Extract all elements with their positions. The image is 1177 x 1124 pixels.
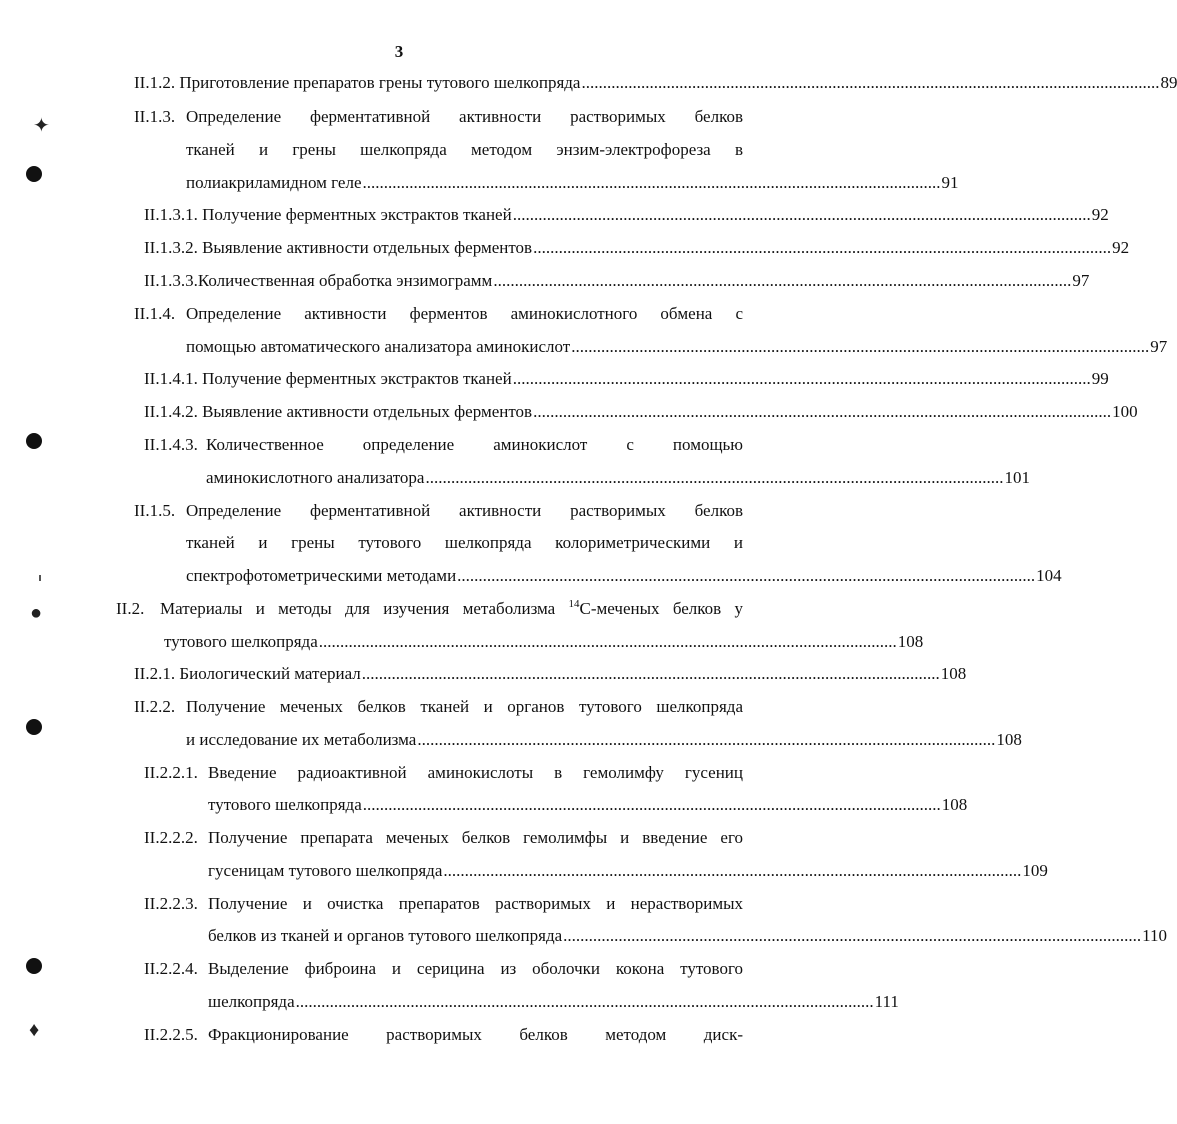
entry-number: II.1.4.2.	[144, 402, 198, 421]
ink-blot: ●	[30, 602, 43, 624]
entry-number: II.1.4.	[134, 304, 176, 323]
entry-page: 108	[940, 664, 967, 683]
entry-title: Выявление активности отдельных ферментов	[202, 402, 533, 421]
entry-number: II.2.1.	[134, 664, 176, 683]
toc-entry[interactable]	[134, 664, 967, 684]
entry-page: 101	[1004, 468, 1030, 487]
entry-title-line: и исследование их метаболизма	[186, 730, 417, 749]
entry-number: II.2.2.3.	[144, 894, 198, 913]
toc-entry[interactable]	[186, 566, 1062, 586]
entry-page: 89	[1160, 73, 1177, 92]
entry-title-line: аминокислотного анализатора	[206, 468, 425, 487]
dot-leader: ........................................................................................................................................	[533, 402, 1112, 421]
entry-title-line[interactable]: тканей и грены тутового шелкопряда колориметрическими и	[186, 533, 743, 552]
toc-entry[interactable]	[208, 992, 899, 1012]
entry-page: 108	[897, 632, 924, 651]
entry-title-line[interactable]: Фракционирование растворимых белков методом диск-	[208, 1025, 743, 1044]
dot-leader: ........................................................................................................................................	[512, 205, 1091, 224]
entry-title-line: тутового шелкопряда	[164, 632, 318, 651]
entry-title-line: спектрофотометрическими методами	[186, 566, 457, 585]
entry-number: II.2.	[116, 599, 145, 618]
toc-entry[interactable]	[144, 205, 1109, 225]
entry-number: II.2.2.5.	[144, 1025, 198, 1044]
toc-entry[interactable]	[186, 730, 1022, 750]
dot-leader: ........................................................................................................................................	[493, 271, 1072, 290]
ink-blot: ✦	[33, 115, 50, 137]
entry-title-line[interactable]: Получение и очистка препаратов растворимых и нерастворимых	[208, 894, 743, 913]
entry-page: 99	[1091, 369, 1109, 388]
dot-leader: ........................................................................................................................................	[362, 173, 941, 192]
entry-title: Количественная обработка энзимограмм	[197, 271, 493, 290]
entry-number: II.1.3.1.	[144, 205, 198, 224]
entry-number: II.1.3.2.	[144, 238, 198, 257]
entry-page: 97	[1072, 271, 1090, 290]
dot-leader: ........................................................................................................................................	[533, 238, 1112, 257]
entry-title-line[interactable]: Определение ферментативной активности растворимых белков	[186, 501, 743, 520]
toc-entry[interactable]	[208, 861, 1048, 881]
dot-leader: ........................................................................................................................................	[318, 632, 897, 651]
entry-title-line: полиакриламидном геле	[186, 173, 362, 192]
entry-title-line: гусеницам тутового шелкопряда	[208, 861, 443, 880]
entry-title: Приготовление препаратов грены тутового шелкопряда	[179, 73, 581, 92]
entry-page: 92	[1091, 205, 1109, 224]
binder-hole	[26, 433, 42, 449]
scan-mark	[39, 575, 41, 581]
entry-title-line[interactable]: тканей и грены шелкопряда методом энзим-электрофореза в	[186, 140, 743, 159]
entry-number: II.2.2.1.	[144, 763, 198, 782]
entry-page: 109	[1022, 861, 1048, 880]
entry-title-line: шелкопряда	[208, 992, 295, 1011]
ink-blot: ♦	[29, 1019, 40, 1041]
entry-page: 104	[1036, 566, 1062, 585]
entry-page: 108	[941, 795, 968, 814]
entry-title-line[interactable]: Определение ферментативной активности растворимых белков	[186, 107, 743, 126]
entry-page: 100	[1112, 402, 1138, 421]
entry-title-line[interactable]: Количественное определение аминокислот с помощью	[206, 435, 743, 454]
entry-title-line[interactable]: Выделение фиброина и серицина из оболочки кокона тутового	[208, 959, 743, 978]
entry-title-line[interactable]: Определение активности ферментов аминокислотного обмена с	[186, 304, 743, 323]
dot-leader: ........................................................................................................................................	[512, 369, 1091, 388]
entry-page: 111	[874, 992, 899, 1011]
toc-entry[interactable]	[134, 73, 1177, 93]
dot-leader: ........................................................................................................................................	[361, 664, 940, 683]
dot-leader: ........................................................................................................................................	[443, 861, 1022, 880]
entry-number: II.1.4.3.	[144, 435, 198, 454]
dot-leader: ........................................................................................................................................	[425, 468, 1004, 487]
toc-entry[interactable]	[186, 337, 1168, 357]
toc-entry[interactable]	[208, 795, 968, 815]
dot-leader: ........................................................................................................................................	[417, 730, 996, 749]
page-number: 3	[394, 42, 404, 61]
toc-entry[interactable]	[206, 468, 1030, 488]
toc-entry[interactable]	[144, 271, 1090, 291]
dot-leader: ........................................................................................................................................	[563, 926, 1142, 945]
entry-number: II.2.2.	[134, 697, 176, 716]
entry-number: II.1.2.	[134, 73, 176, 92]
entry-title-part: С-меченых белков у	[579, 599, 743, 618]
dot-leader: ........................................................................................................................................	[362, 795, 941, 814]
entry-title-line[interactable]: Получение препарата меченых белков гемолимфы и введение его	[208, 828, 743, 847]
entry-title-line[interactable]: Введение радиоактивной аминокислоты в гемолимфу гусениц	[208, 763, 743, 782]
dot-leader: ........................................................................................................................................	[581, 73, 1160, 92]
binder-hole	[26, 719, 42, 735]
entry-title-line: белков из тканей и органов тутового шелкопряда	[208, 926, 563, 945]
isotope-superscript: 14	[568, 598, 580, 610]
entry-title-part: Материалы и методы для изучения метаболизма	[160, 599, 556, 618]
toc-entry[interactable]	[144, 402, 1138, 422]
binder-hole	[26, 958, 42, 974]
entry-title: Получение ферментных экстрактов тканей	[202, 205, 512, 224]
entry-number: II.2.2.2.	[144, 828, 198, 847]
entry-number: II.1.3.3.	[144, 271, 198, 290]
entry-page: 97	[1150, 337, 1168, 356]
entry-number: II.1.5.	[134, 501, 176, 520]
entry-page: 110	[1142, 926, 1168, 945]
entry-number: II.1.3.	[134, 107, 176, 126]
entry-number: II.1.4.1.	[144, 369, 198, 388]
entry-number: II.2.2.4.	[144, 959, 198, 978]
dot-leader: ........................................................................................................................................	[457, 566, 1036, 585]
toc-entry[interactable]	[186, 173, 959, 193]
entry-title-line: помощью автоматического анализатора аминокислот	[186, 337, 571, 356]
toc-entry[interactable]	[208, 926, 1168, 946]
entry-title: Биологический материал	[179, 664, 361, 683]
entry-title-line[interactable]: Получение меченых белков тканей и органов тутового шелкопряда	[186, 697, 743, 716]
toc-entry[interactable]	[144, 369, 1109, 389]
binder-hole	[26, 166, 42, 182]
entry-page: 108	[996, 730, 1022, 749]
dot-leader: ........................................................................................................................................	[571, 337, 1150, 356]
dot-leader: ........................................................................................................................................	[295, 992, 874, 1011]
entry-title: Получение ферментных экстрактов тканей	[202, 369, 512, 388]
toc-entry[interactable]	[164, 632, 924, 652]
entry-title-line[interactable]	[160, 599, 743, 619]
entry-page: 92	[1112, 238, 1130, 257]
entry-title-line: тутового шелкопряда	[208, 795, 362, 814]
entry-title: Выявление активности отдельных ферментов	[202, 238, 533, 257]
toc-entry[interactable]	[144, 238, 1130, 258]
entry-page: 91	[941, 173, 959, 192]
